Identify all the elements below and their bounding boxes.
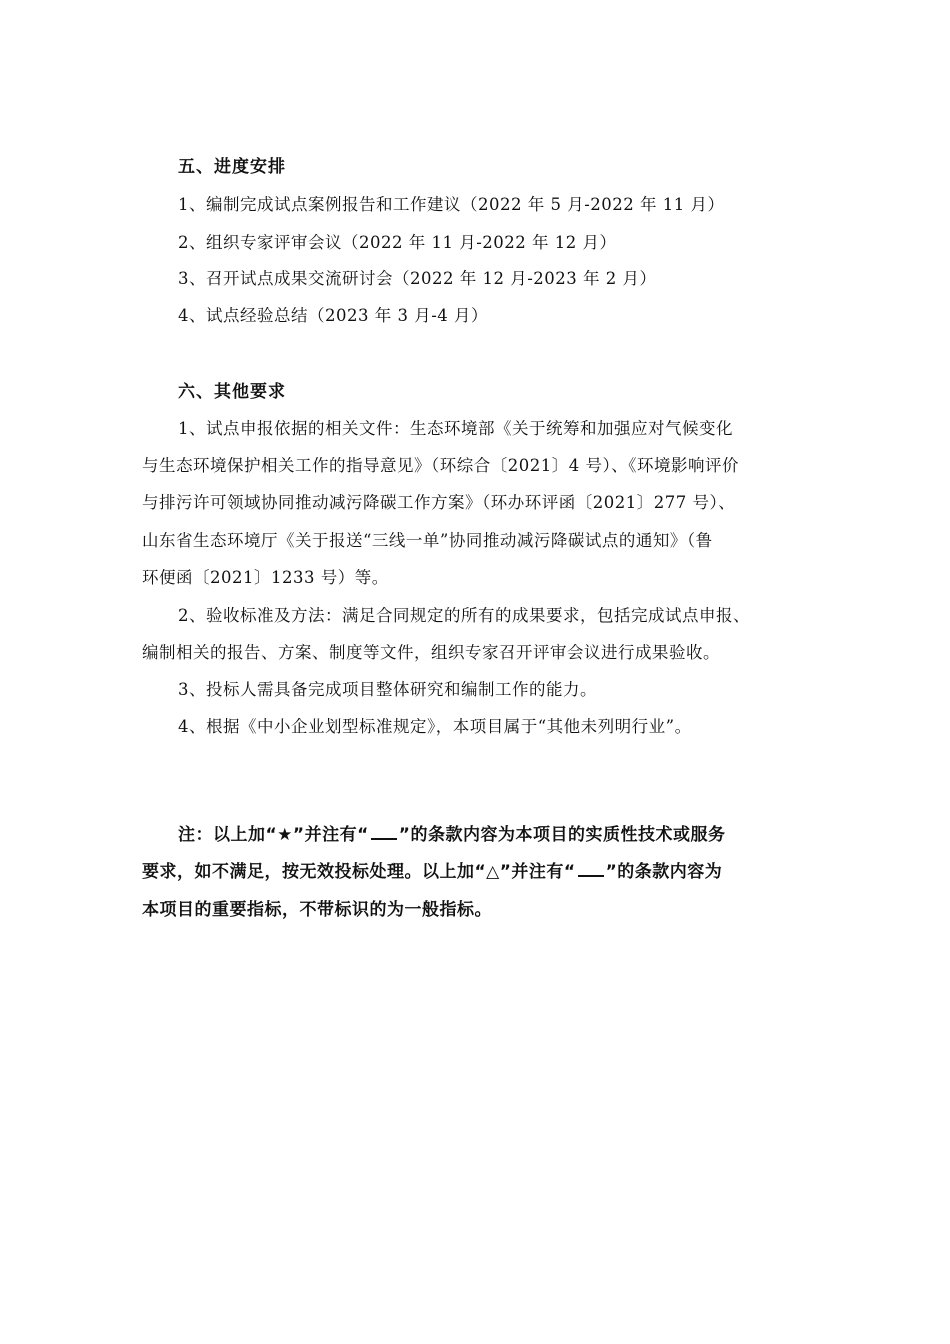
note-line-1 [178,820,725,845]
section-5-heading: 五、进度安排 [178,157,286,177]
section-6-heading: 六、其他要求 [178,382,286,402]
schedule-item-2: 2、组织专家评审会议（2022 年 11 月-2022 年 12 月） [178,233,617,252]
requirement-1-line-5: 环便函〔2021〕1233 号）等。 [142,568,389,587]
requirement-4: 4、根据《中小企业划型标准规定》，本项目属于“其他未列明行业”。 [178,717,692,736]
schedule-item-3: 3、召开试点成果交流研讨会（2022 年 12 月-2023 年 2 月） [178,269,657,288]
note-line-1-end: ”的条款内容为本项目的实质性技术或服务 [398,825,726,845]
requirement-2-line-1: 2、验收标准及方法：满足合同规定的所有的成果要求，包括完成试点申报、 [178,606,750,625]
underline-blank [578,861,604,877]
note-line-2-end: ”的条款内容为 [605,862,723,882]
note-line-2-start: 要求，如不满足，按无效投标处理。以上加“△”并注有“ [142,862,576,882]
underline-blank [371,824,397,840]
requirement-1-line-4: 山东省生态环境厅《关于报送“三线一单”协同推动减污降碳试点的通知》（鲁 [142,531,713,550]
note-line-3: 本项目的重要指标，不带标识的为一般指标。 [142,900,492,920]
schedule-item-1: 1、编制完成试点案例报告和工作建议（2022 年 5 月-2022 年 11 月） [178,195,725,214]
requirement-1-line-3: 与排污许可领域协同推动减污降碳工作方案》（环办环评函〔2021〕277 号）、 [142,493,736,512]
requirement-3: 3、投标人需具备完成项目整体研究和编制工作的能力。 [178,680,597,699]
note-line-2 [142,857,722,882]
requirement-1-line-2: 与生态环境保护相关工作的指导意见》（环综合〔2021〕4 号）、《环境影响评价 [142,456,739,475]
schedule-item-4: 4、试点经验总结（2023 年 3 月-4 月） [178,306,489,325]
requirement-1-line-1: 1、试点申报依据的相关文件：生态环境部《关于统筹和加强应对气候变化 [178,419,733,438]
note-line-1-start: 注：以上加“★”并注有“ [178,825,369,845]
requirement-2-line-2: 编制相关的报告、方案、制度等文件，组织专家召开评审会议进行成果验收。 [142,643,720,662]
